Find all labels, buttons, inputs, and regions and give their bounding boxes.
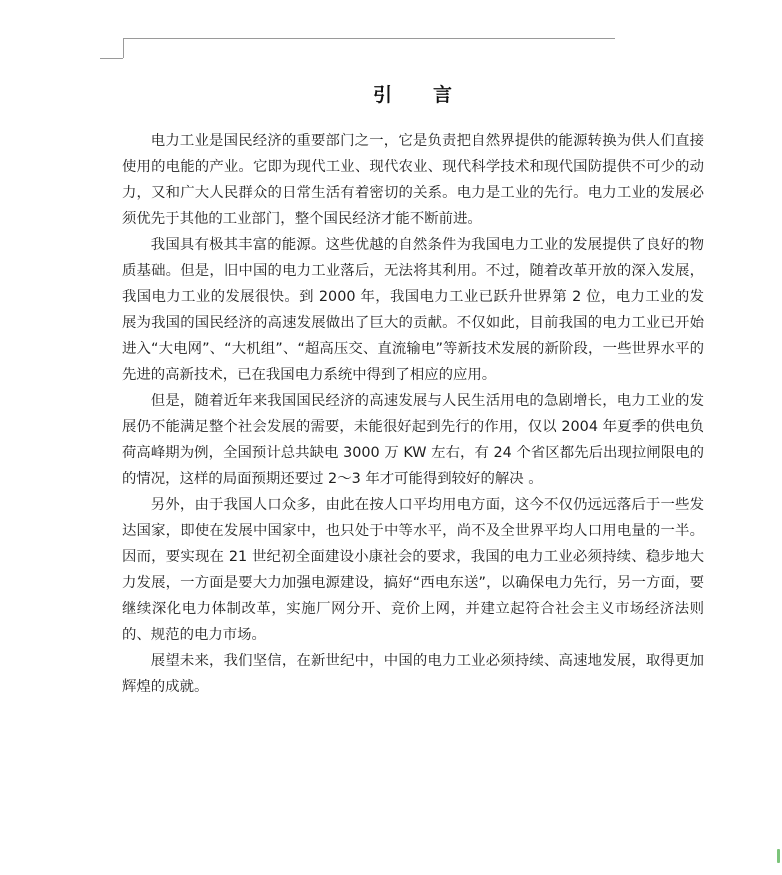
page-top-border — [123, 38, 615, 39]
title-char-1: 引 — [372, 84, 393, 106]
page-corner-vertical — [123, 38, 124, 58]
document-body[interactable] — [122, 128, 704, 700]
paragraph-5: 展望未来，我们坚信，在新世纪中，中国的电力工业必须持续、高速地发展，取得更加辉煌的成就。 — [122, 653, 704, 695]
title-char-2: 言 — [433, 84, 454, 106]
window-edge-mark — [777, 849, 780, 863]
paragraph-3: 但是，随着近年来我国国民经济的高速发展与人民生活用电的急剧增长，电力工业的发展仍不能满足整个社会发展的需要，未能很好起到先行的作用，仅以 2004 年夏季的供电负荷高峰期为例，全国预计总共缺电 3000 万 KW 左右，有 24 个省区都先后出现拉闸限电的的情况，这样的局面预期还要过 2～3 年才可能得到较好的解决 。 — [122, 393, 704, 487]
paragraph-2: 我国具有极其丰富的能源。这些优越的自然条件为我国电力工业的发展提供了良好的物质基础。但是，旧中国的电力工业落后，无法将其利用。不过，随着改革开放的深入发展，我国电力工业的发展很快。到 2000 年，我国电力工业已跃升世界第 2 位，电力工业的发展为我国的国民经济的高速发展做出了巨大的贡献。不仅如此，目前我国的电力工业已开始进入“大电网”、“大机组”、“超高压交、直流输电”等新技术发展的新阶段，一些世界水平的先进的高新技术，已在我国电力系统中得到了相应的应用。 — [122, 237, 704, 383]
paragraph-1: 电力工业是国民经济的重要部门之一，它是负责把自然界提供的能源转换为供人们直接使用的电能的产业。它即为现代工业、现代农业、现代科学技术和现代国防提供不可少的动力，又和广大人民群众的日常生活有着密切的关系。电力是工业的先行。电力工业的发展必须优先于其他的工业部门，整个国民经济才能不断前进。 — [122, 133, 704, 227]
page-corner-horizontal — [100, 58, 123, 59]
document-title — [122, 80, 704, 107]
paragraph-4: 另外，由于我国人口众多，由此在按人口平均用电方面，这今不仅仍远远落后于一些发达国家，即使在发展中国家中，也只处于中等水平，尚不及全世界平均人口用电量的一半。因而，要实现在 21 世纪初全面建设小康社会的要求，我国的电力工业必须持续、稳步地大力发展，一方面是要大力加强电源建设，搞好“西电东送”，以确保电力先行，另一方面，要继续深化电力体制改革，实施厂网分开、竞价上网，并建立起符合社会主义市场经济法则的、规范的电力市场。 — [122, 497, 704, 643]
